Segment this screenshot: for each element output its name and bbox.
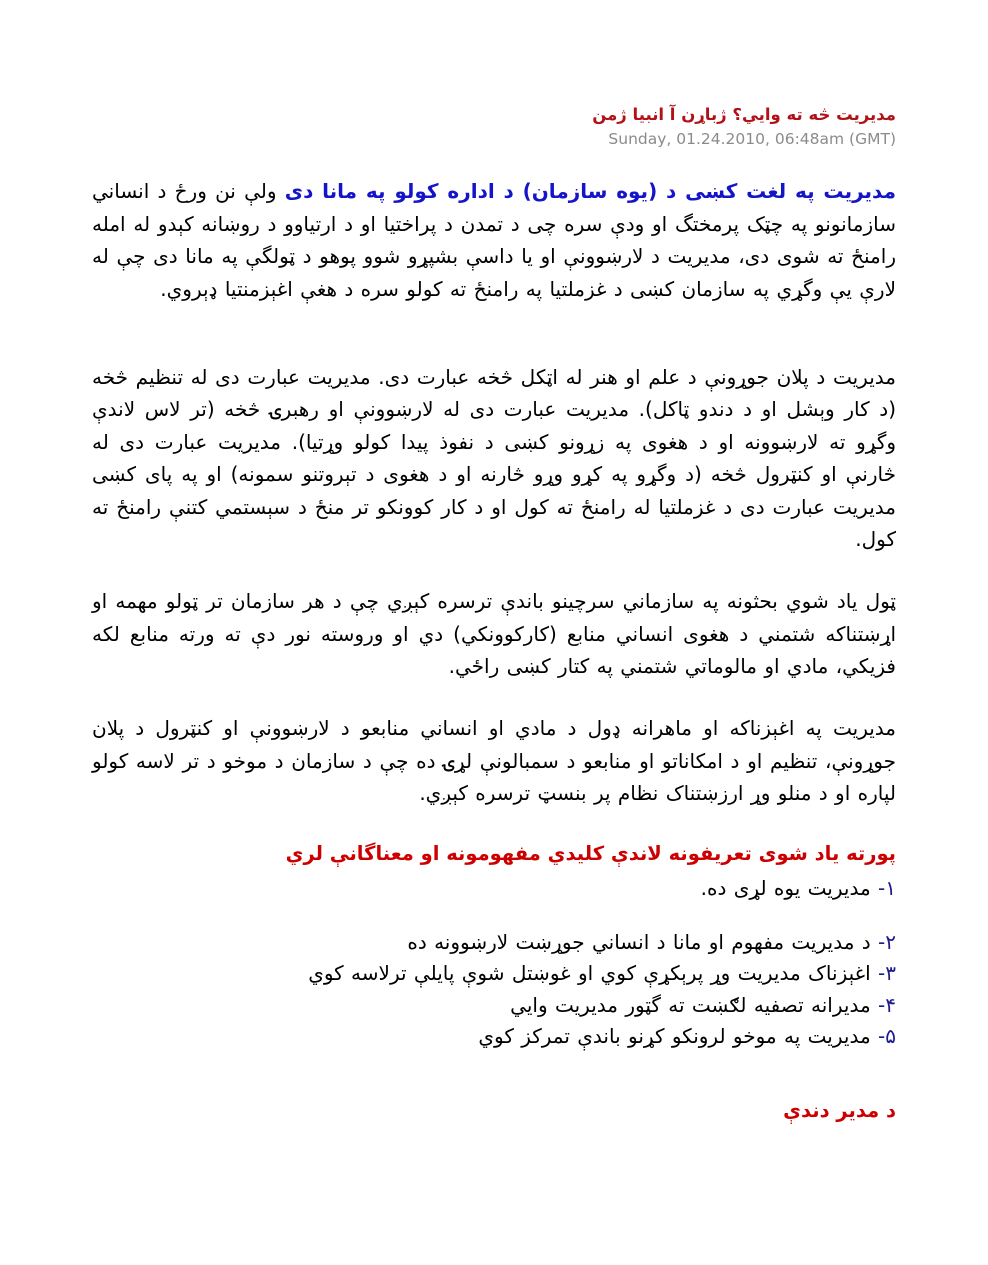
paragraph-2: مدیریت د پلان جوړونې د علم او هنر له اټکل څخه عبارت دی. مدیریت عبارت دی له تنظیم څخه (د کار وېشل او د دندو ټاکل). مدیریت عبارت دی له لارښوونې او رهبرۍ څخه (تر لاس لاندې وگړو ته لارښوونه او د هغوی په زړونو کښی د نفوذ پیدا کولو وړتیا). مدیریت عبارت دی له څارنې او کنټرول څخه (د وگړو په کړو وړو څارنه او د هغوی د تېروتنو سمونه) او په پای کښی مدیریت عبارت دی د غزملتیا له رامنځ ته کول او د کار کوونکو تر منځ د سېستمي کتنې رامنځ ته کول. <box>92 364 896 551</box>
list-item <box>92 990 896 1022</box>
list-item <box>92 1021 896 1053</box>
list-item <box>92 873 896 905</box>
document-body <box>92 175 896 1124</box>
list-item-text: د مدیریت مفهوم او مانا د انساني جوړښت لارښوونه ده <box>407 929 871 954</box>
list-item-text: اغېزناک مدیریت وړ پرېکړې کوي او غوښتل شوې پایلې ترلاسه کوي <box>308 961 871 986</box>
list-item-number: ۵- <box>878 1024 896 1049</box>
list-item-number: ۲- <box>878 929 896 954</box>
paragraph-1 <box>92 175 896 305</box>
page-title: مدیریت څه ته وايي؟ ژباړن آ انبیا ژمن <box>592 105 896 124</box>
list-item-text: مدیریت یوه لړی ده. <box>700 875 871 900</box>
closing-heading: د مدیر دندې <box>783 1098 896 1122</box>
list-item-number: ۴- <box>878 992 896 1017</box>
key-concepts-list <box>92 873 896 1053</box>
section-heading: پورته یاد شوی تعریفونه لاندې کلیدي مفهومونه او معناگانې لري <box>285 841 896 865</box>
document-header <box>92 0 896 149</box>
list-item-text: مدیرانه تصفیه لګښت ته گټور مدیریت وايي <box>510 992 871 1017</box>
paragraph-4: مدیریت په اغېزناکه او ماهرانه ډول د مادي او انساني منابعو د لارښوونې او کنټرول د پلان جوړونې، تنظیم او د امکاناتو او منابعو د سمبالونې لړۍ ده چې د سازمان د موخو د تر لاسه کولو لپاره او د منلو وړ ارزښتناک نظام پر بنسټ ترسره کېږي. <box>92 716 896 806</box>
list-item <box>92 958 896 990</box>
publish-timestamp: Sunday, 01.24.2010, 06:48am (GMT) <box>608 130 896 149</box>
list-item <box>92 927 896 959</box>
paragraph-1-text: ولې نن ورځ د انساني سازمانونو په چټک پرمختگ او ودې سره چی د تمدن د پراختیا او د ارتیاوو د روښانه کېدو له امله رامنځ ته شوی دی، مدیریت د لارښوونې او یا داسې بشپړو شوو پوهو د ټولگې په مانا دی چې له لارې یې وگړي په سازمان کښی د غزملتیا په رامنځ ته کولو سره د هغې اغېزمنتیا ډېروي. <box>92 179 896 301</box>
list-item-text: مدیریت په موخو لرونکو کړنو باندې تمرکز کوي <box>478 1024 871 1049</box>
list-item-number: ۱- <box>878 875 896 900</box>
paragraph-1-emphasis: مدیریت په لغت کښی د (یوه سازمان) د اداره کولو په مانا دی <box>284 179 896 204</box>
paragraph-3: ټول یاد شوي بحثونه په سازماني سرچینو باندې ترسره کېږي چې د هر سازمان تر ټولو مهمه او اړښتناکه شتمني د هغوی انساني منابع (کارکوونکي) دي او وروسته نور دې ته ورته منابع لکه فزیکي، مادي او مالوماتي شتمني په کتار کښی راځي. <box>92 589 896 679</box>
list-item-number: ۳- <box>878 961 896 986</box>
